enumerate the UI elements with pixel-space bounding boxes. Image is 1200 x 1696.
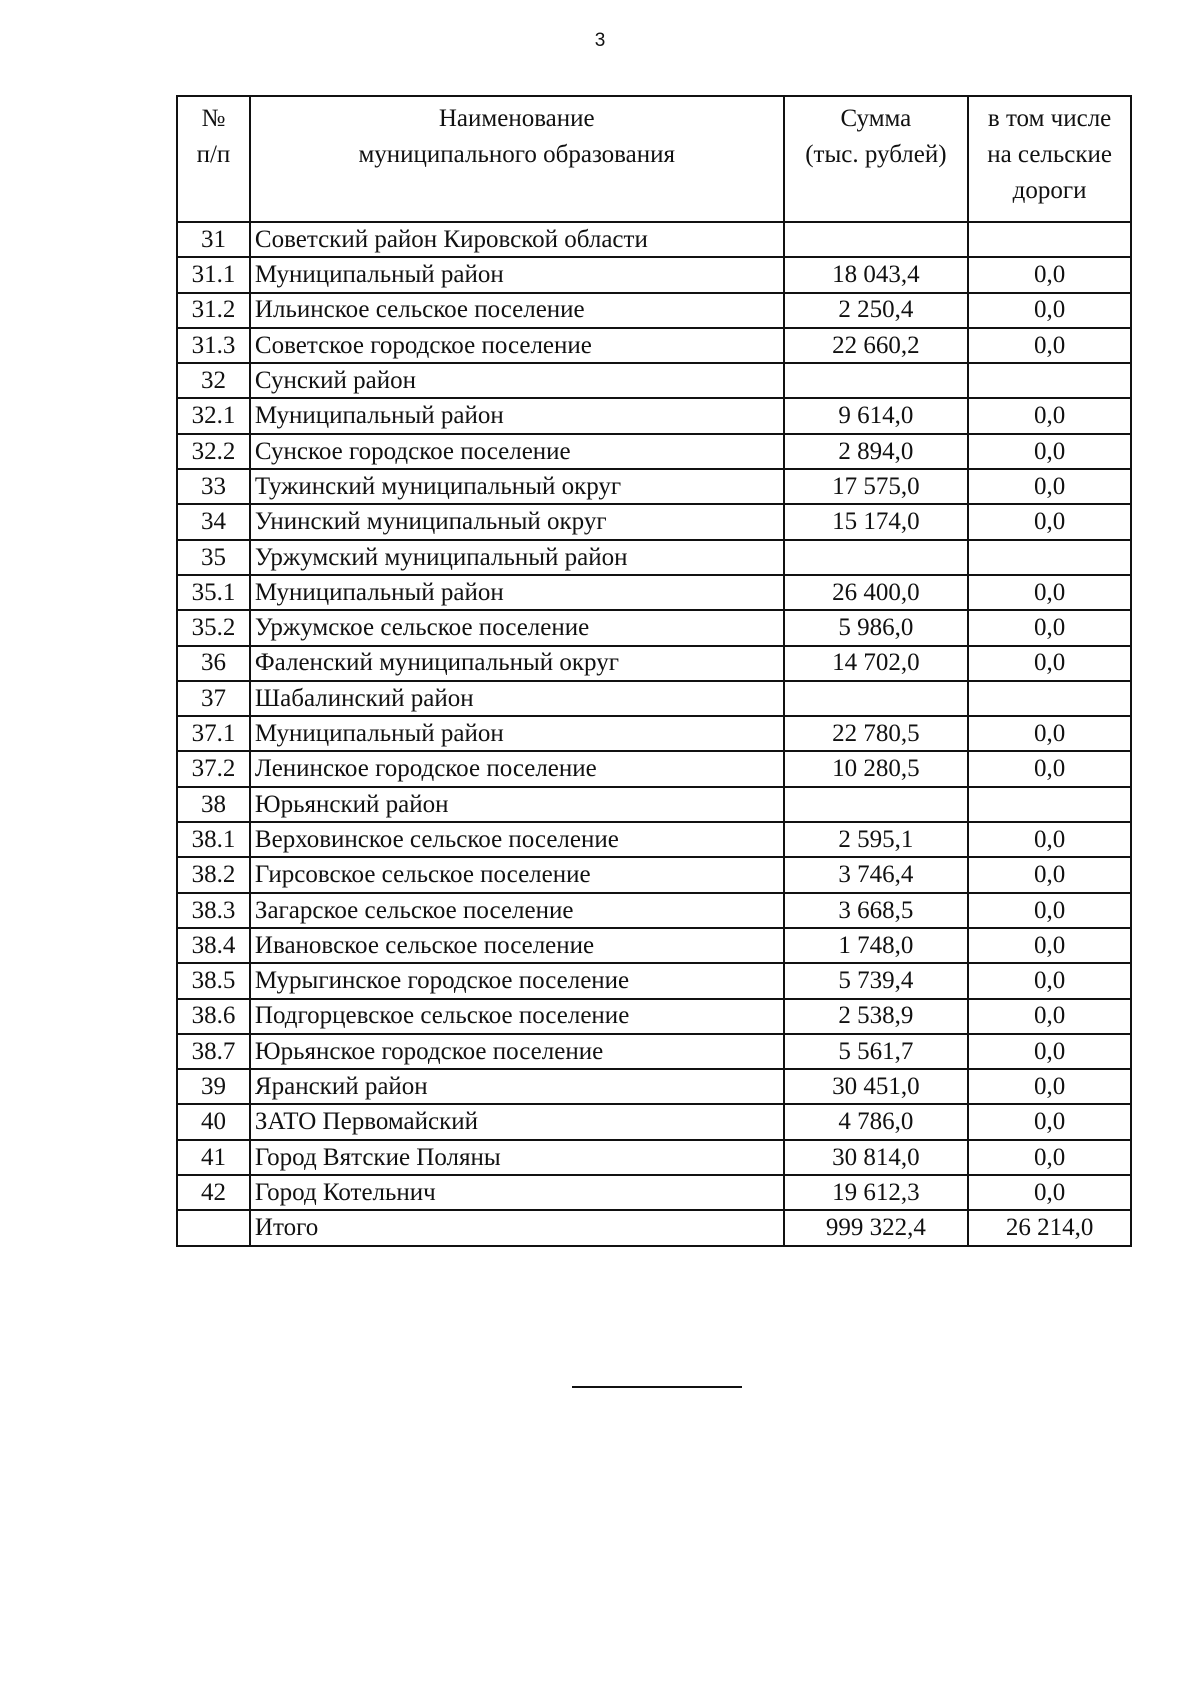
closing-rule — [572, 1386, 742, 1388]
municipality-name-cell: Уржумский муниципальный район — [250, 540, 784, 575]
municipality-name-cell: Ленинское городское поселение — [250, 751, 784, 786]
rural-roads-cell: 0,0 — [968, 610, 1131, 645]
sum-cell: 19 612,3 — [784, 1175, 969, 1210]
sum-cell: 3 668,5 — [784, 893, 969, 928]
sum-cell: 15 174,0 — [784, 504, 969, 539]
row-number-cell: 39 — [177, 1069, 250, 1104]
rural-roads-cell: 0,0 — [968, 893, 1131, 928]
rural-roads-cell: 0,0 — [968, 293, 1131, 328]
table-row — [177, 1175, 1131, 1210]
table-row — [177, 857, 1131, 892]
rural-roads-cell: 0,0 — [968, 575, 1131, 610]
row-number-cell: 31.3 — [177, 328, 250, 363]
municipality-name-cell: Город Котельнич — [250, 1175, 784, 1210]
row-number-cell: 38.1 — [177, 822, 250, 857]
sum-cell: 4 786,0 — [784, 1104, 969, 1139]
rural-roads-cell: 0,0 — [968, 1104, 1131, 1139]
row-number-cell: 32.2 — [177, 434, 250, 469]
municipality-name-cell: Юрьянское городское поселение — [250, 1034, 784, 1069]
table-row — [177, 1104, 1131, 1139]
sum-cell: 30 451,0 — [784, 1069, 969, 1104]
header-number: № п/п — [177, 96, 250, 222]
sum-cell: 26 400,0 — [784, 575, 969, 610]
row-number-cell: 31.2 — [177, 293, 250, 328]
table-row — [177, 681, 1131, 716]
table-row — [177, 222, 1131, 257]
row-number-cell: 37.1 — [177, 716, 250, 751]
table-row — [177, 540, 1131, 575]
municipality-name-cell: Гирсовское сельское поселение — [250, 857, 784, 892]
table-row — [177, 504, 1131, 539]
municipality-name-cell: Уржумское сельское поселение — [250, 610, 784, 645]
municipality-name-cell: Юрьянский район — [250, 787, 784, 822]
municipality-name-cell: Ивановское сельское поселение — [250, 928, 784, 963]
sum-cell: 9 614,0 — [784, 398, 969, 433]
row-number-cell: 35 — [177, 540, 250, 575]
sum-cell: 3 746,4 — [784, 857, 969, 892]
rural-roads-cell — [968, 787, 1131, 822]
table-row — [177, 963, 1131, 998]
allocation-table — [176, 95, 1132, 1247]
header-sum: Сумма (тыс. рублей) — [784, 96, 969, 222]
sum-cell: 10 280,5 — [784, 751, 969, 786]
sum-cell: 18 043,4 — [784, 257, 969, 292]
sum-cell: 2 894,0 — [784, 434, 969, 469]
rural-roads-cell: 0,0 — [968, 398, 1131, 433]
municipality-name-cell: Муниципальный район — [250, 575, 784, 610]
rural-roads-cell: 0,0 — [968, 1175, 1131, 1210]
table-row — [177, 928, 1131, 963]
table-row — [177, 893, 1131, 928]
table-row — [177, 328, 1131, 363]
table-row — [177, 469, 1131, 504]
header-rural-roads: в том числе на сельские дороги — [968, 96, 1131, 222]
sum-cell: 2 538,9 — [784, 999, 969, 1034]
sum-cell: 5 739,4 — [784, 963, 969, 998]
municipality-name-cell: Ильинское сельское поселение — [250, 293, 784, 328]
rural-roads-cell: 26 214,0 — [968, 1210, 1131, 1245]
sum-cell: 1 748,0 — [784, 928, 969, 963]
rural-roads-cell — [968, 540, 1131, 575]
table-row — [177, 575, 1131, 610]
table-row — [177, 1069, 1131, 1104]
rural-roads-cell — [968, 681, 1131, 716]
rural-roads-cell: 0,0 — [968, 469, 1131, 504]
municipality-name-cell: Мурыгинское городское поселение — [250, 963, 784, 998]
row-number-cell: 35.1 — [177, 575, 250, 610]
table-row — [177, 257, 1131, 292]
rural-roads-cell — [968, 363, 1131, 398]
sum-cell: 2 595,1 — [784, 822, 969, 857]
sum-cell — [784, 540, 969, 575]
sum-cell: 22 660,2 — [784, 328, 969, 363]
municipality-name-cell: Муниципальный район — [250, 257, 784, 292]
municipality-name-cell: Сунское городское поселение — [250, 434, 784, 469]
row-number-cell: 33 — [177, 469, 250, 504]
municipality-name-cell: Тужинский муниципальный округ — [250, 469, 784, 504]
row-number-cell: 38.6 — [177, 999, 250, 1034]
row-number-cell: 38.2 — [177, 857, 250, 892]
row-number-cell: 31.1 — [177, 257, 250, 292]
row-number-cell — [177, 1210, 250, 1245]
rural-roads-cell: 0,0 — [968, 504, 1131, 539]
table-row — [177, 398, 1131, 433]
table-row — [177, 751, 1131, 786]
row-number-cell: 37.2 — [177, 751, 250, 786]
rural-roads-cell: 0,0 — [968, 646, 1131, 681]
rural-roads-cell: 0,0 — [968, 928, 1131, 963]
sum-cell — [784, 787, 969, 822]
row-number-cell: 34 — [177, 504, 250, 539]
rural-roads-cell: 0,0 — [968, 716, 1131, 751]
rural-roads-cell: 0,0 — [968, 999, 1131, 1034]
sum-cell — [784, 363, 969, 398]
municipality-name-cell: ЗАТО Первомайский — [250, 1104, 784, 1139]
row-number-cell: 38.7 — [177, 1034, 250, 1069]
row-number-cell: 38 — [177, 787, 250, 822]
municipality-name-cell: Шабалинский район — [250, 681, 784, 716]
municipality-name-cell: Верховинское сельское поселение — [250, 822, 784, 857]
sum-cell: 22 780,5 — [784, 716, 969, 751]
table-row — [177, 434, 1131, 469]
row-number-cell: 38.4 — [177, 928, 250, 963]
sum-cell: 999 322,4 — [784, 1210, 969, 1245]
municipality-name-cell: Муниципальный район — [250, 716, 784, 751]
row-number-cell: 41 — [177, 1140, 250, 1175]
municipality-name-cell: Город Вятские Поляны — [250, 1140, 784, 1175]
table-row — [177, 1140, 1131, 1175]
table-row — [177, 363, 1131, 398]
row-number-cell: 35.2 — [177, 610, 250, 645]
sum-cell: 2 250,4 — [784, 293, 969, 328]
municipality-name-cell: Подгорцевское сельское поселение — [250, 999, 784, 1034]
row-number-cell: 31 — [177, 222, 250, 257]
table-header-row — [177, 96, 1131, 222]
sum-cell: 5 561,7 — [784, 1034, 969, 1069]
sum-cell: 30 814,0 — [784, 1140, 969, 1175]
rural-roads-cell: 0,0 — [968, 1069, 1131, 1104]
municipality-name-cell: Фаленский муниципальный округ — [250, 646, 784, 681]
sum-cell: 14 702,0 — [784, 646, 969, 681]
table-row — [177, 999, 1131, 1034]
table-row — [177, 646, 1131, 681]
rural-roads-cell: 0,0 — [968, 857, 1131, 892]
rural-roads-cell: 0,0 — [968, 963, 1131, 998]
municipality-name-cell: Советский район Кировской области — [250, 222, 784, 257]
page-number: 3 — [594, 30, 606, 51]
rural-roads-cell: 0,0 — [968, 257, 1131, 292]
sum-cell — [784, 681, 969, 716]
row-number-cell: 40 — [177, 1104, 250, 1139]
row-number-cell: 36 — [177, 646, 250, 681]
table-row — [177, 293, 1131, 328]
rural-roads-cell — [968, 222, 1131, 257]
rural-roads-cell: 0,0 — [968, 751, 1131, 786]
table-body — [177, 222, 1131, 1246]
row-number-cell: 42 — [177, 1175, 250, 1210]
rural-roads-cell: 0,0 — [968, 1140, 1131, 1175]
municipality-name-cell: Сунский район — [250, 363, 784, 398]
row-number-cell: 32.1 — [177, 398, 250, 433]
table-row — [177, 1210, 1131, 1245]
header-name: Наименование муниципального образования — [250, 96, 784, 222]
table-row — [177, 716, 1131, 751]
municipality-name-cell: Советское городское поселение — [250, 328, 784, 363]
rural-roads-cell: 0,0 — [968, 1034, 1131, 1069]
municipality-name-cell: Загарское сельское поселение — [250, 893, 784, 928]
sum-cell: 17 575,0 — [784, 469, 969, 504]
sum-cell: 5 986,0 — [784, 610, 969, 645]
row-number-cell: 38.3 — [177, 893, 250, 928]
table-row — [177, 822, 1131, 857]
row-number-cell: 38.5 — [177, 963, 250, 998]
row-number-cell: 32 — [177, 363, 250, 398]
rural-roads-cell: 0,0 — [968, 328, 1131, 363]
table-row — [177, 1034, 1131, 1069]
row-number-cell: 37 — [177, 681, 250, 716]
table-row — [177, 610, 1131, 645]
table-row — [177, 787, 1131, 822]
rural-roads-cell: 0,0 — [968, 822, 1131, 857]
municipality-name-cell: Яранский район — [250, 1069, 784, 1104]
sum-cell — [784, 222, 969, 257]
municipality-name-cell: Итого — [250, 1210, 784, 1245]
municipality-name-cell: Муниципальный район — [250, 398, 784, 433]
rural-roads-cell: 0,0 — [968, 434, 1131, 469]
municipality-name-cell: Унинский муниципальный округ — [250, 504, 784, 539]
